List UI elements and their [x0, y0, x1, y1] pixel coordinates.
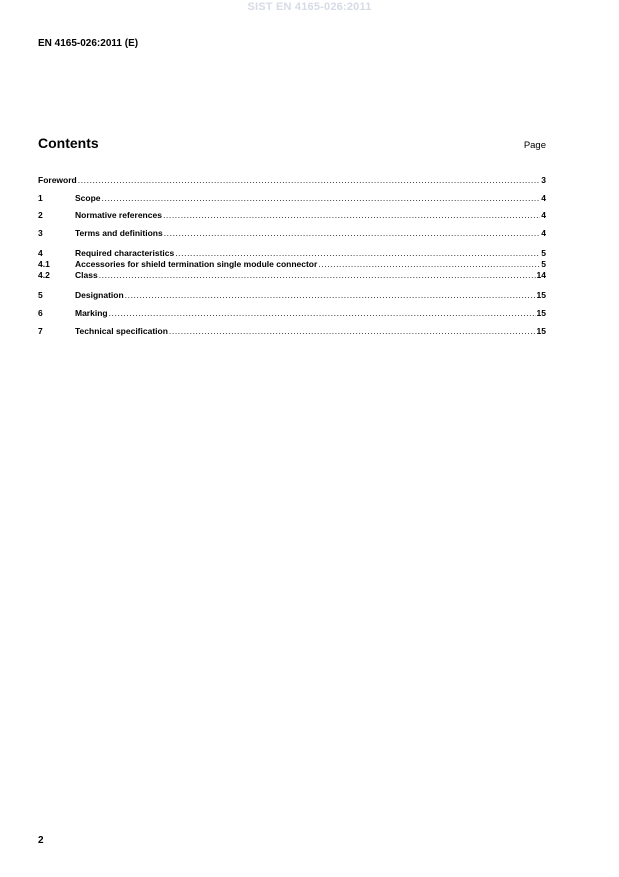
toc-entry-marking[interactable] — [38, 308, 546, 319]
toc-entry-number: 3 — [38, 228, 43, 238]
toc-entry-title: Terms and definitions — [75, 228, 163, 238]
toc-entry-terms-and-definitions[interactable] — [38, 228, 546, 239]
toc-entry-designation[interactable] — [38, 290, 546, 301]
toc-entry-page: 4 — [541, 193, 546, 203]
toc-entry-number: 7 — [38, 326, 43, 336]
toc-leader-dots — [163, 210, 540, 221]
toc-entry-foreword[interactable] — [38, 175, 546, 186]
toc-entry-page: 15 — [536, 308, 546, 318]
toc-entry-page: 14 — [536, 270, 546, 280]
toc-entry-page: 15 — [536, 290, 546, 300]
toc-entry-title: Scope — [75, 193, 101, 203]
toc-entry-class[interactable] — [38, 270, 546, 281]
toc-entry-page: 4 — [541, 210, 546, 220]
toc-entry-number: 5 — [38, 290, 43, 300]
toc-entry-scope[interactable] — [38, 193, 546, 204]
toc-entry-required-characteristics[interactable] — [38, 248, 546, 259]
toc-entry-number: 2 — [38, 210, 43, 220]
document-id: EN 4165-026:2011 (E) — [38, 38, 139, 49]
toc-entry-title: Marking — [75, 308, 108, 318]
toc-entry-title: Accessories for shield termination single module connector — [75, 259, 318, 269]
toc-leader-dots — [125, 290, 536, 301]
toc-leader-dots — [102, 193, 541, 204]
page-number: 2 — [38, 835, 44, 846]
toc-leader-dots — [175, 248, 540, 259]
toc-entry-accessories[interactable] — [38, 259, 546, 270]
contents-heading: Contents — [38, 135, 99, 151]
watermark: SIST EN 4165-026:2011 — [247, 1, 372, 13]
toc-entry-technical-specification[interactable] — [38, 326, 546, 337]
toc-entry-title: Foreword — [38, 175, 77, 185]
toc-leader-dots — [99, 270, 536, 281]
toc-leader-dots — [109, 308, 536, 319]
toc-entry-page: 3 — [541, 175, 546, 185]
toc-leader-dots — [78, 175, 541, 186]
toc-entry-page: 4 — [541, 228, 546, 238]
page-column-label: Page — [523, 140, 546, 151]
toc-entry-title: Class — [75, 270, 98, 280]
toc-entry-title: Required characteristics — [75, 248, 175, 258]
toc-entry-number: 4.1 — [38, 259, 50, 269]
toc-entry-title: Technical specification — [75, 326, 168, 336]
toc-entry-page: 15 — [536, 326, 546, 336]
toc-entry-number: 1 — [38, 193, 43, 203]
toc-entry-number: 6 — [38, 308, 43, 318]
toc-entry-normative-references[interactable] — [38, 210, 546, 221]
toc-entry-title: Designation — [75, 290, 124, 300]
toc-entry-page: 5 — [541, 248, 546, 258]
toc-entry-title: Normative references — [75, 210, 162, 220]
toc-leader-dots — [164, 228, 541, 239]
toc-entry-number: 4.2 — [38, 270, 50, 280]
toc-leader-dots — [318, 259, 540, 270]
toc-leader-dots — [169, 326, 536, 337]
toc-entry-page: 5 — [541, 259, 546, 269]
toc-entry-number: 4 — [38, 248, 43, 258]
